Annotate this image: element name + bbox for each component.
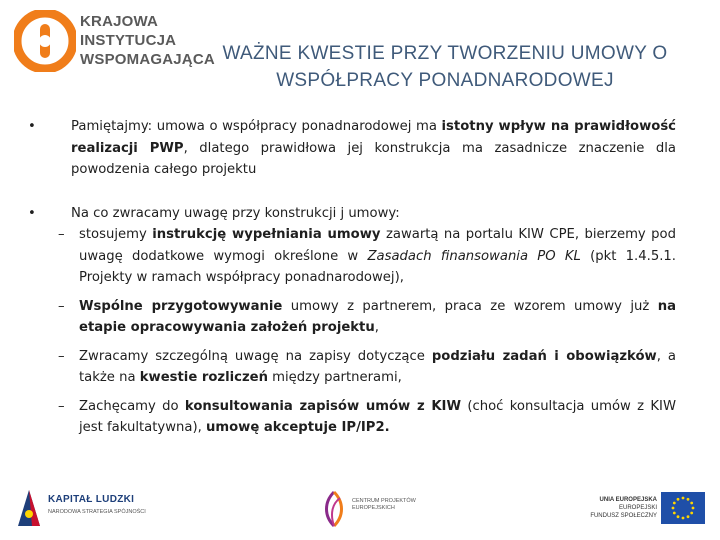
kapital-ludzki-name: KAPITAŁ LUDZKI bbox=[48, 494, 135, 505]
sub1-text-3: (pkt 1.4.5.1. Projekty w ramach współpracy ponadnarodowej), bbox=[79, 248, 676, 285]
kapital-ludzki-mark-icon bbox=[14, 488, 44, 528]
eu-flag-icon bbox=[661, 492, 705, 524]
eu-text bbox=[585, 496, 657, 520]
sub2-bold-2: na etapie opracowywania założeń projektu bbox=[79, 298, 676, 335]
eu-line-1: UNIA EUROPEJSKA bbox=[599, 497, 657, 503]
kiw-logo-line-2: INSTYTUCJA bbox=[80, 32, 177, 49]
sub4-bold-2: umowę akceptuje IP/IP2. bbox=[205, 420, 390, 435]
kapital-ludzki-logo bbox=[14, 488, 174, 533]
slide-content bbox=[24, 116, 676, 439]
dash-marker: – bbox=[58, 298, 65, 314]
kiw-logo-mark-icon bbox=[14, 10, 76, 72]
sub4-text-2: (choć konsultacja umów z KIW jest fakultatywna), bbox=[79, 398, 676, 435]
bullet-item-2 bbox=[24, 203, 676, 225]
eu-logo bbox=[585, 492, 715, 532]
sub1-text-1: stosujemy bbox=[79, 227, 153, 242]
sub-item-2 bbox=[24, 296, 676, 339]
bullet-marker: • bbox=[28, 119, 36, 134]
item2-intro: Na co zwracamy uwagę przy konstrukcji j umowy: bbox=[71, 205, 400, 221]
eu-line-3: FUNDUSZ SPOŁECZNY bbox=[590, 513, 657, 519]
cpe-text bbox=[352, 498, 416, 512]
footer-logos bbox=[0, 480, 720, 540]
cpe-mark-icon bbox=[320, 490, 348, 528]
kapital-ludzki-subtitle: NARODOWA STRATEGIA SPÓJNOŚCI bbox=[48, 509, 146, 515]
slide-title-line-1: WAŻNE KWESTIE PRZY TWORZENIU UMOWY O bbox=[222, 43, 668, 64]
kiw-logo-line-1: KRAJOWA bbox=[80, 13, 159, 30]
dash-marker: – bbox=[58, 227, 65, 242]
sub3-text-1: Zwracamy szczególną uwagę na zapisy dotyczące bbox=[79, 348, 432, 364]
kiw-logo-text bbox=[80, 12, 215, 69]
cpe-line-2: EUROPEJSKICH bbox=[352, 505, 395, 511]
sub-item-1 bbox=[24, 224, 676, 289]
sub2-text-1: umowy z partnerem, praca ze wzorem umowy już bbox=[282, 298, 658, 314]
slide-title bbox=[200, 40, 690, 94]
sub1-italic-1: Zasadach finansowania PO KL bbox=[367, 248, 581, 264]
sub-item-3 bbox=[24, 346, 676, 389]
sub2-bold-1: Wspólne przygotowywanie bbox=[79, 298, 283, 314]
sub3-text-2: , a także na bbox=[79, 348, 676, 385]
sub-item-4 bbox=[24, 396, 676, 439]
dash-marker: – bbox=[58, 398, 65, 414]
sub1-bold-1: instrukcję wypełniania umowy bbox=[152, 227, 381, 242]
bullet-marker: • bbox=[28, 205, 36, 221]
sub3-bold-1: podziału zadań i obowiązków bbox=[431, 348, 657, 364]
item1-bold-1: istotny wpływ na prawidłowość realizacji PWP bbox=[71, 119, 676, 156]
dash-marker: – bbox=[58, 348, 65, 364]
item1-text-1: Pamiętajmy: umowa o współpracy ponadnarodowej ma bbox=[71, 119, 442, 134]
sub3-text-3: między partnerami, bbox=[267, 370, 402, 385]
kiw-logo-line-3: WSPOMAGAJĄCA bbox=[80, 51, 215, 68]
sub3-bold-2: kwestie rozliczeń bbox=[139, 370, 268, 385]
sub4-bold-1: konsultowania zapisów umów z KIW bbox=[184, 398, 462, 414]
cpe-line-1: CENTRUM PROJEKTÓW bbox=[352, 498, 416, 504]
sub4-text-1: Zachęcamy do bbox=[79, 398, 185, 414]
item1-text-2: , dlatego prawidłowa jej konstrukcja ma zasadnicze znaczenie dla powodzenia całego projektu bbox=[71, 140, 676, 177]
eu-line-2: EUROPEJSKI bbox=[618, 505, 657, 511]
sub1-text-2: zawartą na portalu KIW CPE, bierzemy pod uwagę dodatkowe wymogi określone w bbox=[79, 227, 676, 264]
slide-title-line-2: WSPÓŁPRACY PONADNARODOWEJ bbox=[276, 70, 614, 91]
cpe-logo bbox=[320, 490, 430, 530]
bullet-item-1 bbox=[24, 116, 676, 181]
sub2-text-2: , bbox=[374, 320, 379, 335]
kiw-logo bbox=[14, 8, 214, 78]
